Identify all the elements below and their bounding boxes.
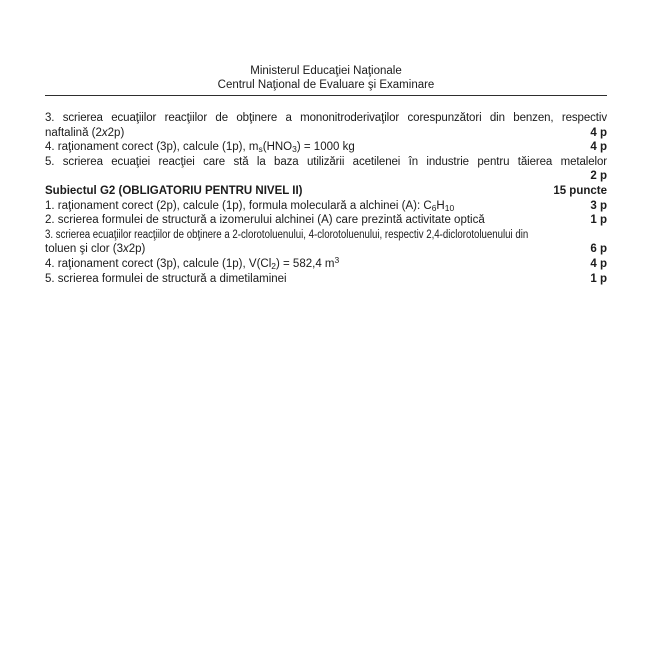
g1-item3-line2	[45, 126, 607, 141]
g1-item3-line2-text	[45, 126, 124, 141]
g2-item5-text: 5. scrierea formulei de structură a dimetilaminei	[45, 272, 287, 285]
g1-item4-text	[45, 140, 355, 155]
g1-item3-points: 4 p	[590, 126, 607, 139]
g1-item5-points: 2 p	[590, 170, 607, 183]
header-org-line2: Centrul Naţional de Evaluare şi Examinare	[217, 79, 435, 91]
g2-item4	[45, 254, 607, 272]
g2-item4-points: 4 p	[590, 257, 607, 270]
g2-item2-text: 2. scrierea formulei de structură a izomerului alchinei (A) care prezintă activitate optică	[45, 214, 485, 227]
text-fragment: ) = 582,4 m	[276, 257, 335, 270]
text-fragment: naftalină (2	[45, 126, 102, 139]
multiplication-x: x	[122, 243, 129, 256]
formula-subscript: 2	[271, 260, 276, 271]
g2-item2-points: 1 p	[590, 214, 607, 227]
formula-subscript: 6	[431, 202, 437, 213]
g2-title: Subiectul G2 (OBLIGATORIU PENTRU NIVEL II)	[45, 184, 303, 197]
g2-item3-line1-text: 3. scrierea ecuaţiilor reacţiilor de obţinere a 2-clorotoluenului, 4-clorotoluenului, respectiv 2,4-diclorotoluenului din	[45, 228, 529, 241]
formula-subscript: s	[258, 144, 263, 155]
text-fragment: ) = 1000 kg	[296, 141, 355, 154]
g1-item3-line1: 3. scrierea ecuaţiilor reacţiilor de obţinere a mononitroderivaţilor corespunzători din benzen, respectiv	[45, 112, 607, 124]
g2-item1	[45, 199, 607, 214]
g2-item1-points: 3 p	[590, 199, 607, 212]
g2-item4-text	[45, 254, 340, 272]
g2-total-points: 15 puncte	[553, 184, 607, 197]
text-fragment: 2p)	[128, 243, 146, 256]
text-fragment: 1. raţionament corect (2p), calcule (1p), formula moleculară a alchinei (A): C	[45, 199, 432, 212]
g2-item3-line2-text	[45, 242, 145, 257]
header-org-line1: Ministerul Educaţiei Naţionale	[250, 65, 402, 77]
g2-item3-line1	[45, 228, 607, 243]
g2-item3-line2	[45, 242, 607, 257]
g1-item4	[45, 140, 607, 155]
text-fragment: H	[436, 199, 445, 212]
g1-item4-points: 4 p	[590, 141, 607, 154]
g2-item1-text	[45, 199, 454, 214]
g2-heading	[45, 184, 607, 199]
g2-item3-points: 6 p	[590, 243, 607, 256]
header-divider	[45, 95, 607, 96]
g2-item5-points: 1 p	[590, 272, 607, 285]
text-fragment: 4. raţionament corect (3p), calcule (1p), V(Cl	[45, 257, 272, 270]
formula-subscript: 10	[444, 202, 455, 213]
g2-item5	[45, 272, 607, 287]
g1-item5-line1: 5. scrierea ecuaţiei reacţiei care stă la baza utilizării acetilenei în industrie pentru tăierea metalelor	[45, 155, 607, 168]
text-fragment: 2p)	[107, 126, 125, 139]
g1-item5-points-row	[45, 169, 607, 184]
text-fragment: (HNO	[262, 141, 293, 154]
formula-subscript: 3	[292, 144, 297, 155]
multiplication-x: x	[101, 126, 108, 139]
text-fragment: 4. raţionament corect (3p), calcule (1p), m	[45, 141, 259, 154]
g2-item2	[45, 213, 607, 228]
document-body	[45, 111, 607, 286]
formula-superscript: 3	[334, 254, 340, 265]
page-header	[45, 64, 607, 92]
text-fragment: toluen şi clor (3	[45, 243, 123, 256]
